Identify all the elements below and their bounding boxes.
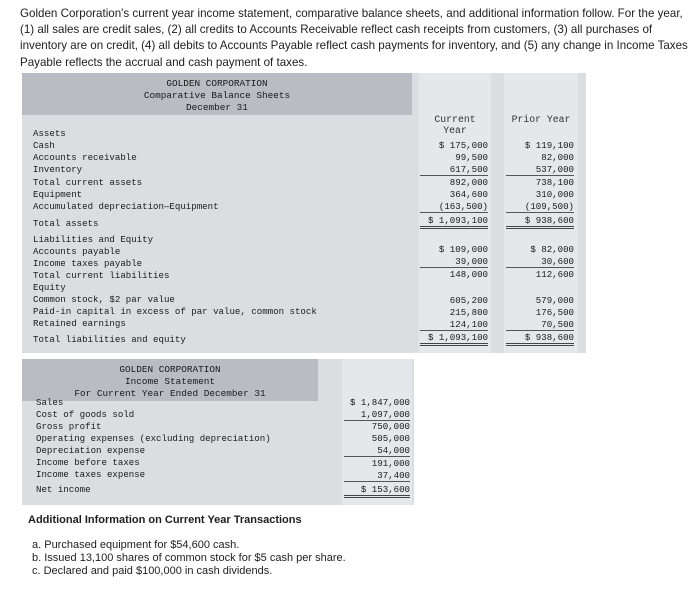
label-income-before-taxes: Income before taxes — [36, 457, 140, 468]
current-accumulated-depreciation: (163,500) — [420, 201, 488, 213]
equity-heading: Equity — [33, 282, 66, 293]
additional-item-a: a. Purchased equipment for $54,600 cash. — [32, 539, 240, 551]
value-sales: $ 1,847,000 — [349, 397, 410, 408]
prior-total-liabilities-equity: $ 938,600 — [506, 332, 574, 346]
statement-title: Comparative Balance Sheets — [143, 90, 291, 101]
label-paid-in-capital: Paid-in capital in excess of par value, common stock — [33, 306, 317, 317]
value-income-taxes-expense: 37,400 — [344, 470, 410, 482]
current-common-stock: 605,200 — [449, 295, 488, 306]
additional-item-c: c. Declared and paid $100,000 in cash dividends. — [32, 565, 273, 577]
value-income-before-taxes: 191,000 — [371, 458, 410, 469]
label-accounts-payable: Accounts payable — [33, 246, 121, 257]
label-total-current-assets: Total current assets — [33, 177, 143, 188]
prior-ar: 82,000 — [541, 152, 574, 163]
prior-total-current-assets: 738,100 — [535, 177, 574, 188]
label-common-stock: Common stock, $2 par value — [33, 294, 175, 305]
label-total-assets: Total assets — [33, 218, 99, 229]
label-operating-expenses: Operating expenses (excluding depreciation) — [36, 433, 271, 444]
current-total-liabilities-equity: $ 1,093,100 — [420, 332, 488, 346]
value-gross-profit: 750,000 — [371, 421, 410, 432]
current-income-taxes-payable: 39,000 — [420, 256, 488, 268]
current-year-header: Current Year — [434, 114, 476, 136]
label-net-income: Net income — [36, 484, 91, 495]
label-inventory: Inventory — [33, 164, 83, 175]
label-accumulated-depreciation: Accumulated depreciation—Equipment — [33, 201, 219, 212]
prior-equipment: 310,000 — [535, 189, 574, 200]
is-company-name: GOLDEN CORPORATION — [119, 364, 221, 375]
label-gross-profit: Gross profit — [36, 421, 102, 432]
prior-paid-in-capital: 176,500 — [535, 307, 574, 318]
value-cogs: 1,097,000 — [344, 409, 410, 421]
prior-inventory: 537,000 — [506, 164, 574, 176]
liabilities-heading: Liabilities and Equity — [33, 234, 154, 245]
current-retained-earnings: 124,100 — [420, 319, 488, 331]
prior-total-current-liabilities: 112,600 — [535, 269, 574, 280]
label-equipment: Equipment — [33, 189, 83, 200]
value-net-income: $ 153,600 — [344, 484, 410, 498]
prior-total-assets: $ 938,600 — [506, 215, 574, 229]
prior-accounts-payable: $ 82,000 — [530, 244, 574, 255]
label-cash: Cash — [33, 140, 55, 151]
current-total-current-liabilities: 148,000 — [449, 269, 488, 280]
current-paid-in-capital: 215,800 — [449, 307, 488, 318]
value-depreciation-expense: 54,000 — [344, 445, 410, 457]
current-total-current-assets: 892,000 — [449, 177, 488, 188]
label-total-liabilities-equity: Total liabilities and equity — [33, 334, 186, 345]
assets-heading: Assets — [33, 128, 66, 139]
current-equipment: 364,600 — [449, 189, 488, 200]
value-operating-expenses: 505,000 — [371, 433, 410, 444]
balance-sheet — [22, 73, 586, 353]
label-income-taxes-payable: Income taxes payable — [33, 258, 143, 269]
current-total-assets: $ 1,093,100 — [420, 215, 488, 229]
balance-sheet-header — [22, 73, 412, 115]
label-sales: Sales — [36, 397, 64, 408]
company-name: GOLDEN CORPORATION — [166, 78, 268, 89]
current-inventory: 617,500 — [420, 164, 488, 176]
statement-date: December 31 — [186, 102, 248, 113]
income-statement — [22, 359, 414, 505]
current-accounts-payable: $ 109,000 — [438, 244, 488, 255]
label-cogs: Cost of goods sold — [36, 409, 135, 420]
label-retained-earnings: Retained earnings — [33, 318, 126, 329]
label-total-current-liabilities: Total current liabilities — [33, 270, 170, 281]
current-cash: $ 175,000 — [438, 140, 488, 151]
prior-retained-earnings: 70,500 — [506, 319, 574, 331]
prior-common-stock: 579,000 — [535, 295, 574, 306]
current-ar: 99,500 — [455, 152, 488, 163]
intro-paragraph: Golden Corporation's current year income statement, comparative balance sheets, and additional information follow. For the year, (1) all sales are credit sales, (2) all credits to Accounts Receivable reflect cash receipts from customers, (3) all purchases of inventory are on credit, (4) all debits to Accounts Payable reflect cash payments for inventory, and (5) any change in Income Taxes Payable reflects the accrual and cash payment of taxes. — [20, 7, 688, 69]
label-income-taxes-expense: Income taxes expense — [36, 469, 146, 480]
additional-info-title: Additional Information on Current Year Transactions — [28, 514, 302, 526]
prior-cash: $ 119,100 — [524, 140, 574, 151]
prior-year-header: Prior Year — [511, 114, 571, 125]
prior-income-taxes-payable: 30,600 — [506, 256, 574, 268]
income-statement-header — [22, 359, 318, 401]
label-depreciation-expense: Depreciation expense — [36, 445, 146, 456]
label-accounts-receivable: Accounts receivable — [33, 152, 137, 163]
prior-accumulated-depreciation: (109,500) — [506, 201, 574, 213]
is-statement-period: For Current Year Ended December 31 — [74, 388, 266, 399]
is-statement-title: Income Statement — [124, 376, 215, 387]
additional-item-b: b. Issued 13,100 shares of common stock for $5 cash per share. — [32, 552, 346, 564]
